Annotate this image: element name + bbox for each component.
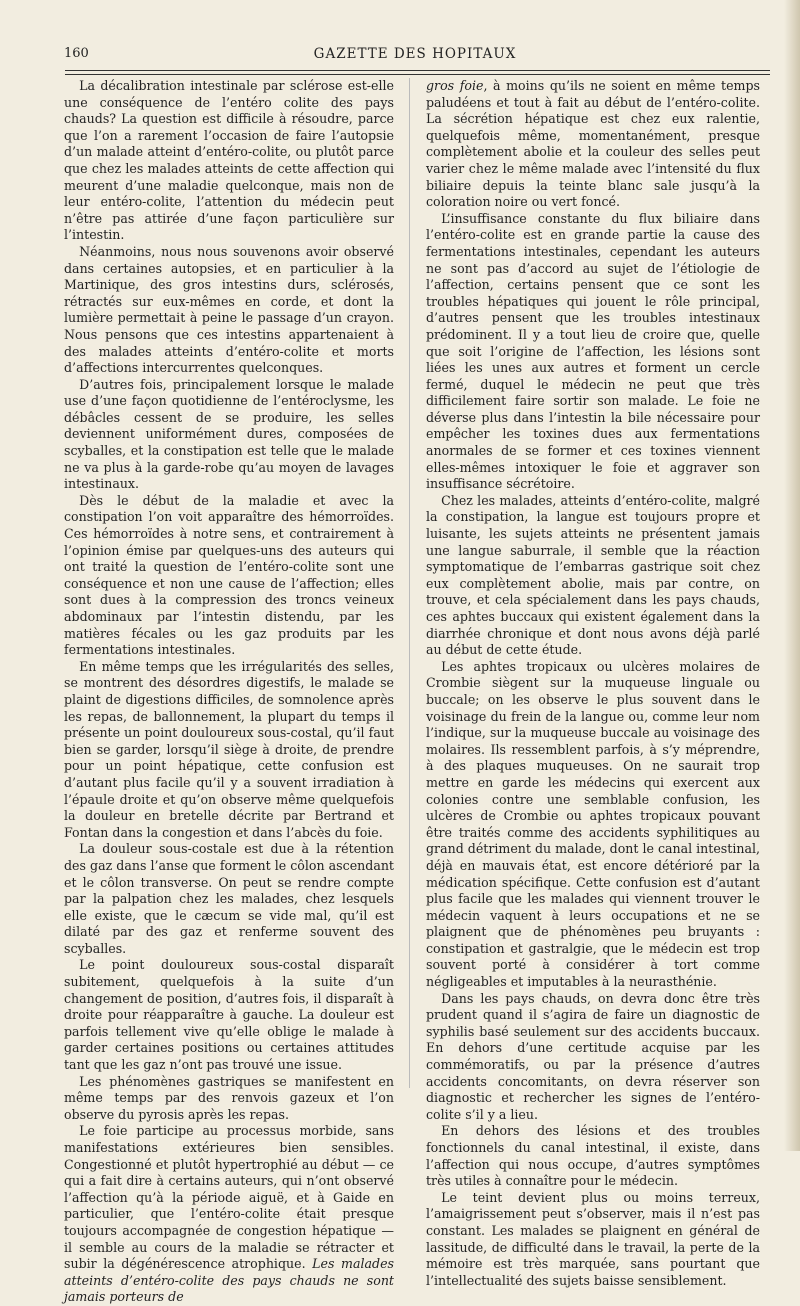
paragraph: La douleur sous-costale est due à la rétention des gaz dans l’anse que forment le côlon ascendant et le côlon transverse. On peut se rendre compte par la palpation chez les malades, chez lesquels elle existe, que le cæcum se vide mal, qu’il est dilaté par des gaz et renferme souvent des scyballes. <box>64 841 394 956</box>
left-column <box>64 78 394 1306</box>
paragraph: En dehors des lésions et des troubles fonctionnels du canal intestinal, il existe, dans l’affection qui nous occupe, d’autres symptômes très utiles à connaître pour le médecin. <box>426 1123 760 1189</box>
right-column <box>426 78 760 1289</box>
paragraph: La décalibration intestinale par sclérose est-elle une conséquence de l’entéro colite des pays chauds? La question est difficile à résoudre, parce que l’on a rarement l’occasion de faire l’autopsie d’un malade atteint d’entéro-colite, ou plutôt parce que chez les malades atteints de cette affection qui meurent d’une maladie quelconque, mais non de leur entéro-colite, l’attention du médecin peut n’être pas attirée d’une façon particulière sur l’intestin. <box>64 78 394 243</box>
column-divider <box>409 78 410 1088</box>
page-edge-shadow <box>784 0 800 1151</box>
paragraph: Les aphtes tropicaux ou ulcères molaires de Crombie siègent sur la muqueuse linguale ou buccale; on les observe le plus souvent dans le voisinage du frein de la langue ou, comme leur nom l’indique, sur la muqueuse buccale au voisinage des molaires. Ils ressemblent parfois, à s’y méprendre, à des plaques muqueuses. On ne saurait trop mettre en garde les médecins qui exercent aux colonies contre une semblable confusion, les ulcères de Crombie ou aphtes tropicaux pouvant être traités comme des accidents syphilitiques au grand détriment du malade, dont le canal intestinal, déjà en mauvais état, est encore détérioré par la médication spécifique. Cette confusion est d’autant plus facile que les malades qui viennent trouver le médecin vaquent à leurs occupations et ne se plaignent que de phénomènes peu bruyants : constipation et gastralgie, que le médecin est trop souvent porté à considérer à tort comme négligeables et imputables à la neurasthénie. <box>426 658 761 990</box>
paragraph: D’autres fois, principalement lorsque le malade use d’une façon quotidienne de l’entéroclysme, les débâcles cessent de se produire, les selles deviennent uniformément dures, composées de scyballes, et la constipation est telle que le malade ne va plus à la garde-robe qu’au moyen de lavages intestinaux. <box>64 376 394 492</box>
header-rule-bottom <box>65 74 770 75</box>
paragraph: Dès le début de la maladie et avec la constipation l’on voit apparaître des hémorroïdes. Ces hémorroïdes à notre sens, et contrairement à l’opinion émise par quelques-uns des auteurs qui ont traité la question de l’entéro-colite sont une conséquence et non une cause de l’affection; elles sont dues à la compression des troncs veineux abdominaux par l’intestin distendu, par les matières fécales ou les gaz produits par les fermentations intestinales. <box>64 492 394 658</box>
italic-sentence: Les malades atteints d’entéro-colite des pays chauds ne sont jamais porteurs de <box>64 1256 394 1305</box>
page-header <box>50 42 780 70</box>
italic-continuation: gros foie <box>426 78 484 93</box>
paragraph: L’insuffisance constante du flux biliaire dans l’entéro-colite est en grande partie la cause des fermentations intestinales, cependant les auteurs ne sont pas d’accord au sujet de l’étiologie de l’affection, certains pensent que ce sont les troubles hépatiques qui jouent le rôle principal, d’autres pensent que les troubles intestinaux prédominent. Il y a tout lieu de croire que, quelle que soit l’origine de l’affection, les lésions sont liées les unes aux autres et forment un cercle fermé, duquel le médecin ne peut que très difficilement faire sortir son malade. Le foie ne déverse plus dans l’intestin la bile nécessaire pour empêcher les toxines dues aux fermentations anormales de se former et ces toxines viennent elles-mêmes intoxiquer le foie et aggraver son insuffisance sécrétoire. <box>426 210 760 492</box>
paragraph: Le point douloureux sous-costal disparaît subitement, quelquefois à la suite d’un changement de position, d’autres fois, il disparaît à droite pour réapparaître à gauche. La douleur est parfois tellement vive qu’elle oblige le malade à garder certaines positions ou certaines attitudes tant que les gaz n’ont pas trouvé une issue. <box>64 957 394 1073</box>
paragraph: Le teint devient plus ou moins terreux, l’amaigrissement peut s’observer, mais il n’est pas constant. Les malades se plaignent en général de lassitude, de difficulté dans le travail, la perte de la mémoire est très marquée, sans pourtant que l’intellectualité des sujets baisse sensiblement. <box>426 1189 760 1288</box>
header-rule-top <box>65 70 770 71</box>
paragraph: Chez les malades, atteints d’entéro-colite, malgré la constipation, la langue est toujours propre et luisante, les sujets atteints ne présentent jamais une langue saburrale, il semble que la réaction symptomatique de l’embarras gastrique soit chez eux complètement abolie, mais par contre, on trouve, et cela spécialement dans les pays chauds, ces aphtes buccaux qui existent également dans la diarrhée chronique et dont nous avons déjà parlé au début de cette étude. <box>426 492 760 658</box>
paragraph: Néanmoins, nous nous souvenons avoir observé dans certaines autopsies, et en particulier à la Martinique, des gros intestins durs, sclérosés, rétractés sur eux-mêmes en corde, et dont la lumière permettait à peine le passage d’un crayon. Nous pensons que ces intestins appartenaient à des malades atteints d’entéro-colite et morts d’affections intercurrentes quelconques. <box>64 243 394 376</box>
paragraph: Dans les pays chauds, on devra donc être très prudent quand il s’agira de faire un diagnostic de syphilis basé seulement sur des accidents buccaux. En dehors d’une certitude acquise par les commémoratifs, ou par la présence d’autres accidents concomitants, on devra réserver son diagnostic et rechercher les signes de l’entéro-colite s’il y a lieu. <box>426 990 760 1122</box>
page-number: 160 <box>64 46 89 61</box>
paragraph-continued <box>426 78 760 211</box>
paragraph: Les phénomènes gastriques se manifestent en même temps par des renvois gazeux et l’on observe du pyrosis après les repas. <box>64 1073 394 1122</box>
paragraph-text: , à moins qu’ils ne soient en même temps paludéens et tout à fait au début de l’entéro-colite. La sécrétion hépatique est chez eux ralentie, quelquefois même, momentanément, presque complètement abolie et la couleur des selles peut varier chez le même malade avec l’intensité du flux biliaire depuis la teinte blanc sale jusqu’à la coloration noire ou vert foncé. <box>426 78 761 210</box>
paragraph: En même temps que les irrégularités des selles, se montrent des désordres digestifs, le malade se plaint de digestions difficiles, de somnolence après les repas, de ballonnement, la plupart du temps il présente un point douloureux sous-costal, qu’il faut bien se garder, lorsqu’il siège à droite, de prendre pour un point hépatique, cette confusion est d’autant plus facile qu’il y a souvent irradiation à l’épaule droite et qu’on observe même quelquefois la douleur en bretelle décrite par Bertrand et Fontan dans la congestion et dans l’abcès du foie. <box>64 658 394 840</box>
journal-title: GAZETTE DES HOPITAUX <box>313 46 517 62</box>
paragraph-text: Le foie participe au processus morbide, sans manifestations extérieures bien sensibles. Congestionné et plutôt hypertrophié au début — ce qui a fait dire à certains auteurs, qui n’ont observé l’affection qu’à la période aiguë, et à Gaide en particulier, que l’entéro-colite était presque toujours accompagnée de congestion hépatique — il semble au cours de la maladie se rétracter et subir la dégénérescence atrophique. <box>64 1123 394 1272</box>
